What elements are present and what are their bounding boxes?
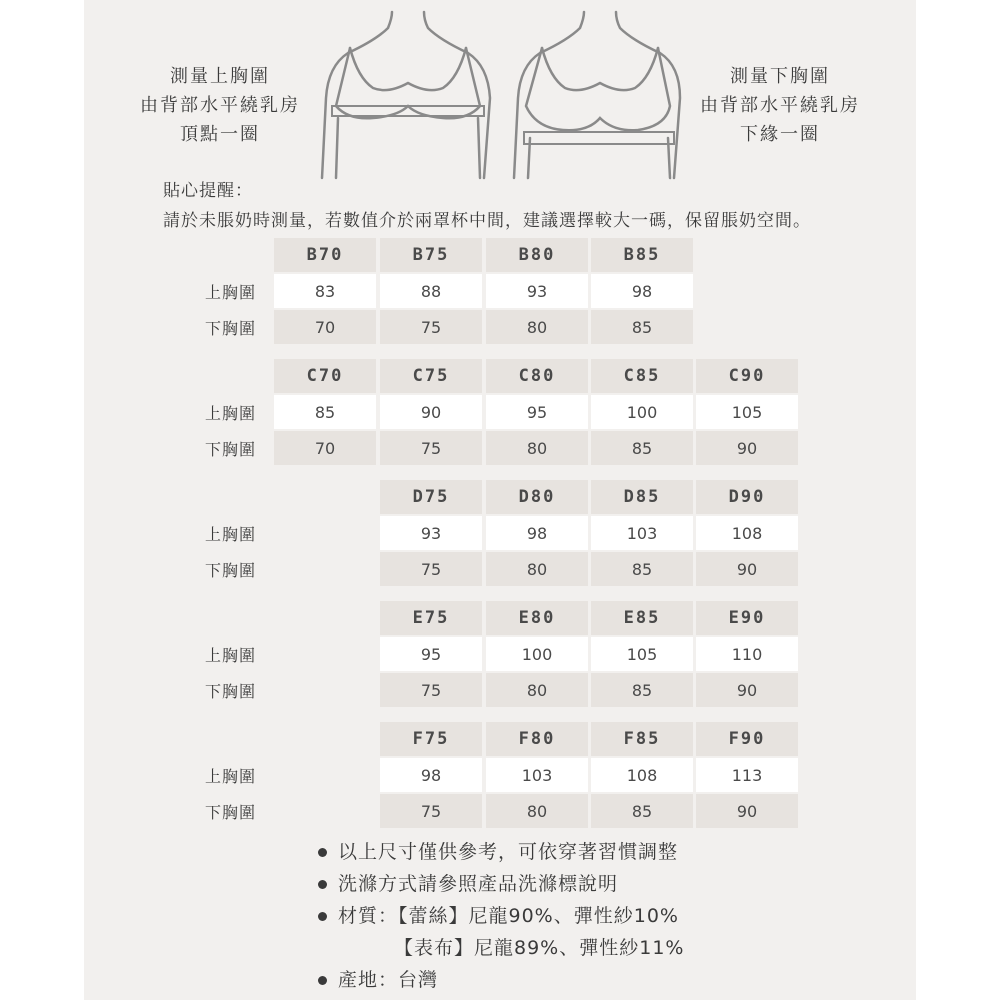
upper-bust-value: 100 — [591, 395, 693, 429]
under-bust-value: 85 — [591, 552, 693, 586]
upper-bust-value: 110 — [696, 637, 798, 671]
under-bust-value: 85 — [591, 431, 693, 465]
row-label-upper: 上胸圍 — [205, 403, 257, 423]
upper-bust-value: 103 — [486, 758, 588, 792]
note-text: 材質：【蕾絲】尼龍90%、彈性紗10% — [338, 905, 679, 927]
under-bust-value: 80 — [486, 673, 588, 707]
size-header: E80 — [486, 601, 588, 635]
upper-bust-value: 95 — [486, 395, 588, 429]
row-label-upper: 上胸圍 — [205, 282, 257, 302]
upper-bust-instruction — [120, 62, 320, 149]
under-bust-value: 85 — [591, 794, 693, 828]
row-label-upper: 上胸圍 — [205, 645, 257, 665]
upper-bust-value: 98 — [380, 758, 482, 792]
under-bust-value: 90 — [696, 431, 798, 465]
instruction-line: 由背部水平繞乳房 — [140, 95, 300, 116]
upper-bust-value: 83 — [274, 274, 376, 308]
size-header: F80 — [486, 722, 588, 756]
under-bust-instruction — [680, 62, 880, 149]
upper-bust-value: 98 — [486, 516, 588, 550]
size-header: B85 — [591, 238, 693, 272]
bust-measurement-illustration — [318, 8, 682, 180]
under-bust-value: 70 — [274, 310, 376, 344]
upper-bust-value: 103 — [591, 516, 693, 550]
under-bust-value: 80 — [486, 310, 588, 344]
row-label-upper: 上胸圍 — [205, 766, 257, 786]
upper-bust-value: 113 — [696, 758, 798, 792]
bullet-icon — [318, 912, 327, 921]
upper-bust-value: 108 — [591, 758, 693, 792]
size-header: B75 — [380, 238, 482, 272]
under-bust-value: 70 — [274, 431, 376, 465]
row-label-lower: 下胸圍 — [205, 560, 257, 580]
size-header: F90 — [696, 722, 798, 756]
under-bust-value: 75 — [380, 310, 482, 344]
upper-bust-value: 93 — [380, 516, 482, 550]
size-header: D85 — [591, 480, 693, 514]
size-header: B70 — [274, 238, 376, 272]
tip-text: 請於未脹奶時測量，若數值介於兩罩杯中間，建議選擇較大一碼，保留脹奶空間。 — [163, 211, 811, 231]
note-text: 以上尺寸僅供參考，可依穿著習慣調整 — [338, 841, 679, 863]
under-bust-value: 80 — [486, 431, 588, 465]
row-label-lower: 下胸圍 — [205, 439, 257, 459]
row-label-upper: 上胸圍 — [205, 524, 257, 544]
size-header: F75 — [380, 722, 482, 756]
size-header: D90 — [696, 480, 798, 514]
under-bust-value: 85 — [591, 673, 693, 707]
tip-title: 貼心提醒： — [163, 181, 253, 201]
bullet-icon — [318, 976, 327, 985]
upper-bust-value: 100 — [486, 637, 588, 671]
note-text: 產地：台灣 — [338, 969, 439, 991]
upper-bust-value: 105 — [696, 395, 798, 429]
size-header: C90 — [696, 359, 798, 393]
instruction-line: 下緣一圈 — [740, 124, 820, 145]
upper-bust-value: 88 — [380, 274, 482, 308]
under-bust-value: 75 — [380, 431, 482, 465]
size-header: E90 — [696, 601, 798, 635]
upper-bust-value: 90 — [380, 395, 482, 429]
upper-bust-value: 95 — [380, 637, 482, 671]
size-header: C80 — [486, 359, 588, 393]
bullet-icon — [318, 880, 327, 889]
note-text: 洗滌方式請參照產品洗滌標說明 — [338, 873, 619, 895]
instruction-line: 由背部水平繞乳房 — [700, 95, 860, 116]
size-header: D80 — [486, 480, 588, 514]
instruction-line: 測量上胸圍 — [170, 66, 270, 87]
size-header: C75 — [380, 359, 482, 393]
under-bust-value: 75 — [380, 794, 482, 828]
row-label-lower: 下胸圍 — [205, 318, 257, 338]
size-header: C70 — [274, 359, 376, 393]
size-header: E75 — [380, 601, 482, 635]
under-bust-value: 85 — [591, 310, 693, 344]
under-bust-value: 75 — [380, 673, 482, 707]
upper-bust-value: 85 — [274, 395, 376, 429]
under-bust-value: 90 — [696, 673, 798, 707]
row-label-lower: 下胸圍 — [205, 802, 257, 822]
size-header: D75 — [380, 480, 482, 514]
size-header: F85 — [591, 722, 693, 756]
under-bust-value: 80 — [486, 794, 588, 828]
bullet-icon — [318, 848, 327, 857]
upper-bust-value: 105 — [591, 637, 693, 671]
size-header: C85 — [591, 359, 693, 393]
instruction-line: 測量下胸圍 — [730, 66, 830, 87]
upper-bust-value: 93 — [486, 274, 588, 308]
under-bust-value: 90 — [696, 552, 798, 586]
note-text: 【表布】尼龍89%、彈性紗11% — [394, 937, 685, 959]
under-bust-value: 75 — [380, 552, 482, 586]
row-label-lower: 下胸圍 — [205, 681, 257, 701]
under-bust-value: 80 — [486, 552, 588, 586]
upper-bust-value: 108 — [696, 516, 798, 550]
under-bust-value: 90 — [696, 794, 798, 828]
size-header: E85 — [591, 601, 693, 635]
instruction-line: 頂點一圈 — [180, 124, 260, 145]
upper-bust-value: 98 — [591, 274, 693, 308]
size-header: B80 — [486, 238, 588, 272]
